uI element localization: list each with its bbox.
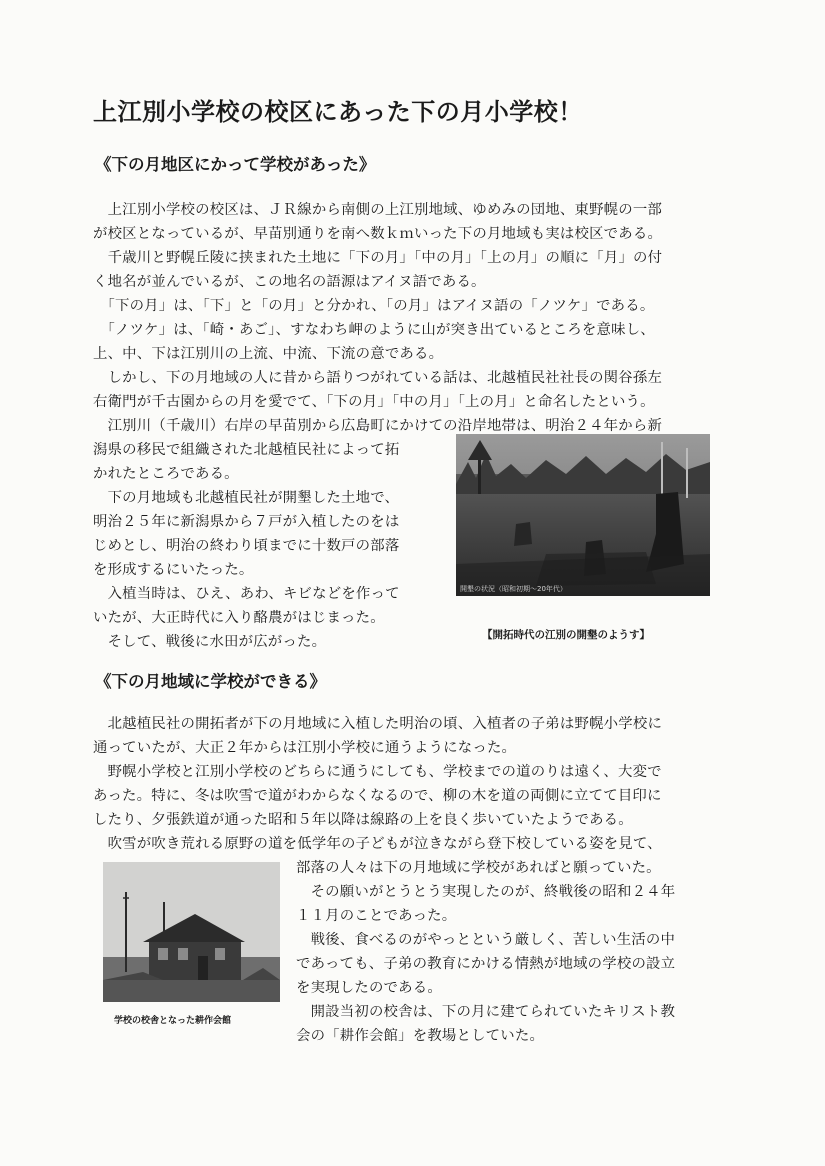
s2-wrap-line: その願いがとうとう実現したのが、終戦後の昭和２４年 <box>296 884 676 900</box>
s2-line: 北越植民社の開拓者が下の月地域に入植した明治の頃、入植者の子弟は野幌小学校に <box>93 716 663 732</box>
s1-wrap-line: を形成するにいたった。 <box>93 562 254 578</box>
s1-line: 右衛門が千古園からの月を愛でて、「下の月」「中の月」「上の月」と命名したという。 <box>93 394 655 410</box>
section2-heading: 《下の月地域に学校ができる》 <box>95 672 326 691</box>
s2-wrap-line: 戦後、食べるのがやっとという厳しく、苦しい生活の中 <box>296 932 676 948</box>
s1-line: 「下の月」は、「下」と「の月」と分かれ、「の月」はアイヌ語の「ノツケ」である。 <box>93 298 655 314</box>
s2-line: あった。特に、冬は吹雪で道がわからなくなるので、柳の木を道の両側に立てて目印に <box>93 788 662 804</box>
school-building-photo <box>103 862 280 1002</box>
section1-heading: 《下の月地区にかって学校があった》 <box>95 155 376 174</box>
s1-wrap-line: かれたところである。 <box>93 466 239 482</box>
s1-wrap-line: じめとし、明治の終わり頃までに十数戸の部落 <box>93 538 400 554</box>
s1-wrap-line: 潟県の移民で組織された北越植民社によって拓 <box>93 442 400 458</box>
s2-wrap-line: 会の「耕作会館」を教場としていた。 <box>296 1028 545 1044</box>
reclamation-photo <box>456 434 710 596</box>
school-photo-caption: 学校の校舎となった耕作会館 <box>114 1016 232 1026</box>
page-title: 上江別小学校の校区にあった下の月小学校！ <box>93 98 583 126</box>
reclamation-photo-caption: 【開拓時代の江別の開墾のようす】 <box>482 629 650 641</box>
s1-line: が校区となっているが、早苗別通りを南へ数ｋｍいった下の月地域も実は校区である。 <box>93 226 663 242</box>
photo-inner-caption: 開墾の状況（昭和初期～20年代） <box>460 585 567 593</box>
s2-line: 吹雪が吹き荒れる原野の道を低学年の子どもが泣きながら登下校している姿を見て、 <box>93 836 662 852</box>
s1-line: 上江別小学校の校区は、ＪＲ線から南側の上江別地域、ゆめみの団地、東野幌の一部 <box>93 202 663 218</box>
s2-wrap-line: 部落の人々は下の月地域に学校があればと願っていた。 <box>296 860 661 876</box>
s1-wrap-line: 下の月地域も北越植民社が開墾した土地で、 <box>93 490 400 506</box>
s1-line: 上、中、下は江別川の上流、中流、下流の意である。 <box>93 346 444 362</box>
s2-line: したり、夕張鉄道が通った昭和５年以降は線路の上を良く歩いていたようである。 <box>93 812 633 828</box>
s2-wrap-line: を実現したのである。 <box>296 980 442 996</box>
s1-wrap-line: いたが、大正時代に入り酪農がはじまった。 <box>93 610 385 626</box>
s1-line: 「ノツケ」は、「崎・あご」、すなわち岬のように山が突き出ているところを意味し、 <box>93 322 655 338</box>
s2-wrap-line: であっても、子弟の教育にかける情熱が地域の学校の設立 <box>296 956 676 972</box>
s2-line: 野幌小学校と江別小学校のどちらに通うにしても、学校までの道のりは遠く、大変で <box>93 764 662 780</box>
s1-wrap-line: 明治２５年に新潟県から７戸が入植したのをは <box>93 514 400 530</box>
s1-line: 千歳川と野幌丘陵に挟まれた土地に「下の月」「中の月」「上の月」の順に「月」の付 <box>93 250 663 266</box>
s2-wrap-line: １１月のことであった。 <box>296 908 457 924</box>
s1-wrap-line: そして、戦後に水田が広がった。 <box>93 634 327 650</box>
s1-line: 江別川（千歳川）右岸の早苗別から広島町にかけての沿岸地帯は、明治２４年から新 <box>93 418 663 434</box>
s1-line: く地名が並んでいるが、この地名の語源はアイヌ語である。 <box>93 274 486 290</box>
s1-wrap-line: 入植当時は、ひえ、あわ、キビなどを作って <box>93 586 400 602</box>
s2-line: 通っていたが、大正２年からは江別小学校に通うようになった。 <box>93 740 517 756</box>
s2-wrap-line: 開設当初の校舎は、下の月に建てられていたキリスト教 <box>296 1004 676 1020</box>
s1-line: しかし、下の月地域の人に昔から語りつがれている話は、北越植民社社長の関谷孫左 <box>93 370 663 386</box>
